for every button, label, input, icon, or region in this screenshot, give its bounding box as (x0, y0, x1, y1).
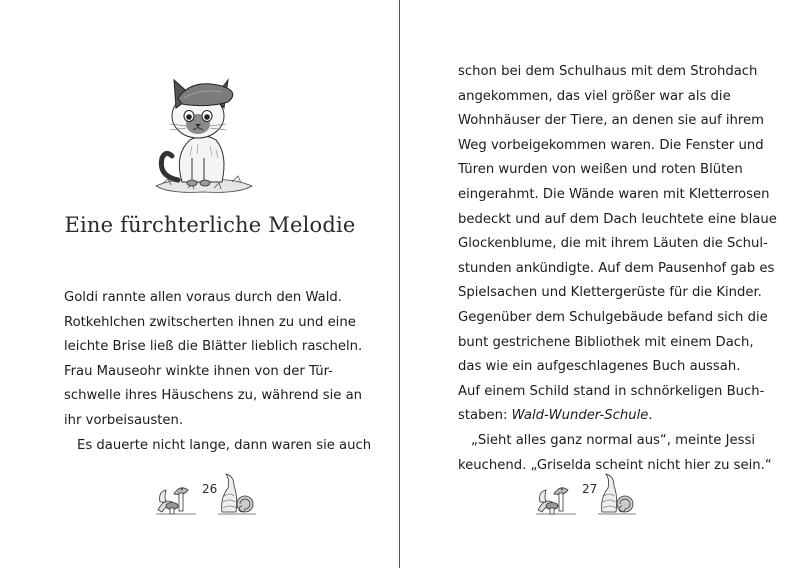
text-line: „Sieht alles ganz normal aus“, meinte Jessi (471, 432, 756, 448)
mushroom-leaves-ornament-icon (156, 472, 196, 516)
kitten-illustration-icon (148, 58, 258, 202)
text-line: leichte Brise ließ die Blätter lieblich rascheln. (64, 339, 363, 355)
text-fragment: . (648, 408, 653, 424)
text-line: Gegenüber dem Schulgebäude befand sich die (458, 309, 768, 325)
text-line: Goldi rannte allen voraus durch den Wald. (64, 290, 342, 305)
text-line: Türen wurden von weißen und roten Blüten (458, 162, 743, 178)
right-page-body-text (458, 60, 777, 478)
text-line: Auf einem Schild stand in schnörkeligen Buch- (458, 383, 765, 399)
text-line (458, 404, 758, 429)
left-page (0, 0, 399, 568)
text-line: stunden ankündigte. Auf dem Pausenhof gab es (458, 260, 775, 276)
right-page (400, 0, 799, 568)
text-line: angekommen, das viel größer war als die (458, 88, 731, 104)
right-page-footer (536, 472, 636, 518)
text-line: schon bei dem Schulhaus mit dem Strohdach (458, 64, 758, 79)
text-line: keuchend. „Griselda scheint nicht hier zu sein.“ (458, 457, 772, 473)
text-line: ihr vorbeisausten. (64, 412, 184, 428)
page-number: 27 (582, 482, 598, 496)
text-line: eingerahmt. Die Wände waren mit Kletterrosen (458, 186, 770, 202)
text-line: schwelle ihres Häuschens zu, während sie an (64, 388, 363, 404)
text-line: Es dauerte nicht lange, dann waren sie auch (77, 437, 372, 453)
left-page-footer (156, 472, 256, 518)
snail-shell-mushroom-ornament-icon (598, 468, 636, 516)
mushroom-leaves-ornament-icon (536, 472, 576, 516)
text-line: das wie ein aufgeschlagenes Buch aussah. (458, 359, 741, 375)
text-line: bedeckt und auf dem Dach leuchtete eine blaue (458, 211, 777, 227)
text-line: Weg vorbeigekommen waren. Die Fenster und (458, 137, 764, 153)
chapter-title: Eine fürchterliche Melodie (64, 213, 356, 237)
text-line: Glockenblume, die mit ihrem Läuten die Schul- (458, 236, 768, 252)
text-line: Frau Mauseohr winkte ihnen von der Tür- (64, 363, 333, 379)
page-number: 26 (202, 482, 218, 496)
left-page-body-text (64, 286, 372, 458)
snail-shell-mushroom-ornament-icon (218, 468, 256, 516)
text-line: bunt gestrichene Bibliothek mit einem Dach, (458, 334, 754, 350)
text-line: Wohnhäuser der Tiere, an denen sie auf ihrem (458, 113, 764, 129)
text-line: Rotkehlchen zwitscherten ihnen zu und eine (64, 314, 356, 330)
text-line: Spielsachen und Klettergerüste für die Kinder. (458, 285, 762, 301)
school-sign-text: Wald-Wunder-Schule (511, 408, 649, 424)
text-fragment: staben: (458, 408, 512, 424)
